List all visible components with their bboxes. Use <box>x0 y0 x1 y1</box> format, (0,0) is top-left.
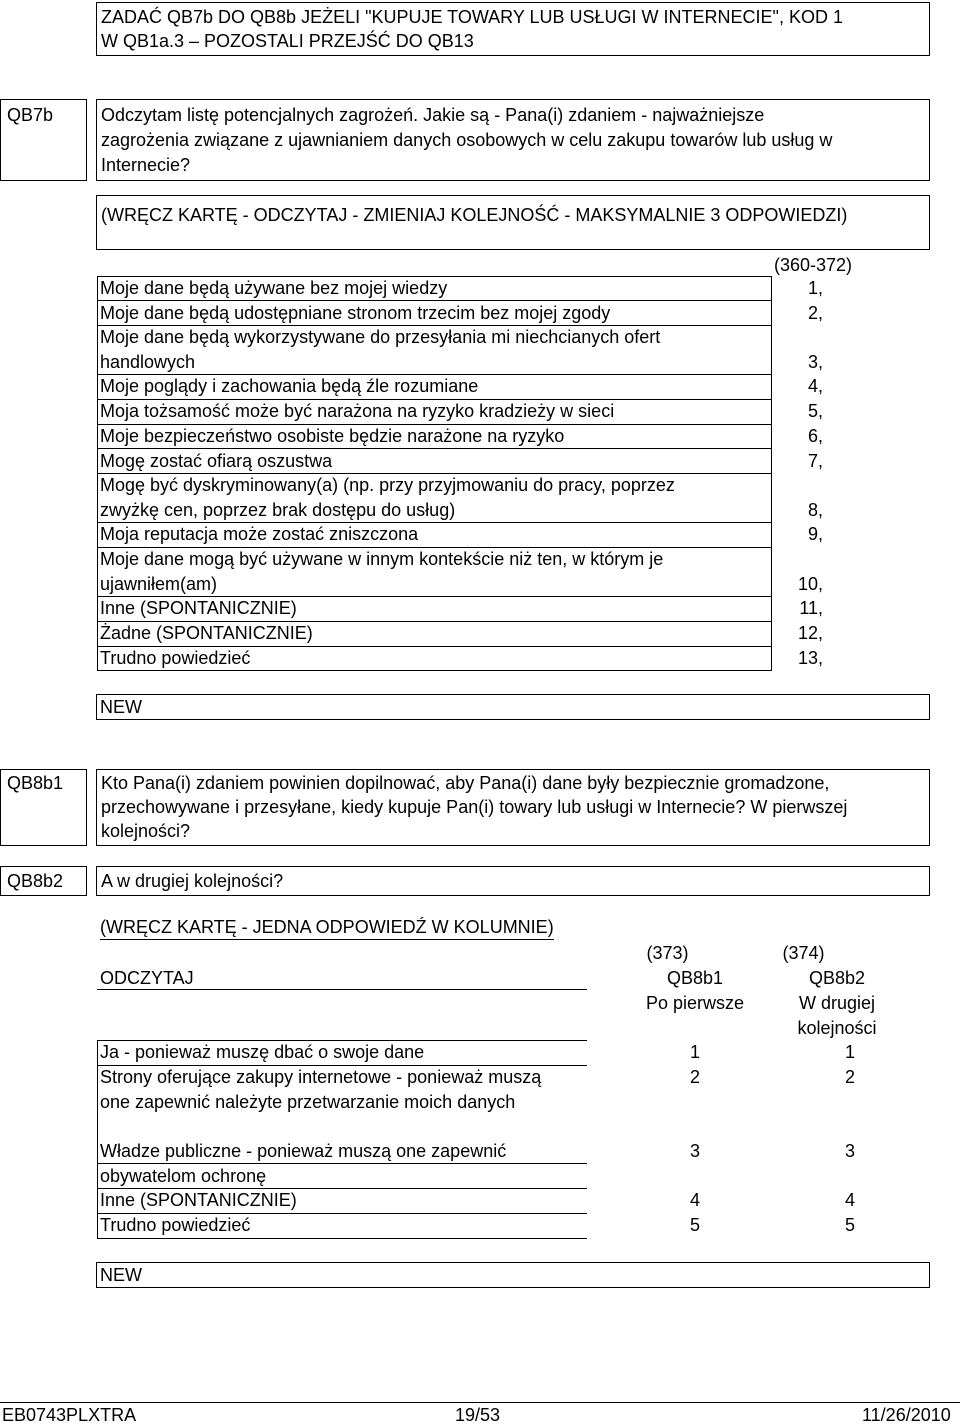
question-line: przechowywane i przesyłane, kiedy kupuje Pan(i) towary lub usługi w Internecie? W pierwszej <box>101 797 848 817</box>
answer-text: handlowych <box>100 352 196 372</box>
table-rule <box>97 1040 98 1238</box>
answer-code: 11, <box>799 598 823 618</box>
answer-code: 9, <box>807 524 823 544</box>
question-line: Odczytam listę potencjalnych zagrożeń. Jakie są - Pana(i) zdaniem - najważniejsze <box>101 105 765 125</box>
question-code-qb7b <box>0 99 87 181</box>
answer-text: Moje dane będą używane bez mojej wiedzy <box>100 278 448 298</box>
question-code-label: QB7b <box>7 105 54 125</box>
answer-code: 3, <box>807 352 823 372</box>
column-label-second: W drugiej <box>798 993 876 1013</box>
question-line: Internecie? <box>101 155 191 175</box>
read-label: ODCZYTAJ <box>100 968 194 988</box>
table-rule <box>97 989 587 990</box>
instruction-box-qb7b <box>96 195 930 250</box>
table-rule <box>97 276 772 277</box>
answer-text: Moje dane mogą być używane w innym kontekście niż ten, w którym je <box>100 549 664 569</box>
table-rule <box>97 374 772 375</box>
answer-code: 8, <box>807 500 823 520</box>
table-rule <box>97 399 772 400</box>
answer-code: 10, <box>797 574 823 594</box>
table-rule <box>97 325 772 326</box>
answer-code: 12, <box>797 623 823 643</box>
answer-code: 2, <box>807 303 823 323</box>
new-marker-box <box>96 1262 930 1288</box>
footer-page-number: 19/53 <box>455 1405 501 1425</box>
question-code-label: QB8b1 <box>7 773 64 793</box>
answer-code: 4, <box>807 376 823 396</box>
answer-text: obywatelom ochronę <box>100 1166 267 1186</box>
answer-code-first: 5 <box>689 1215 700 1235</box>
answer-text: Trudno powiedzieć <box>100 648 251 668</box>
question-line: Kto Pana(i) zdaniem powinien dopilnować, aby Pana(i) dane były bezpiecznie gromadzone, <box>101 773 830 793</box>
answer-text: one zapewnić należyte przetwarzanie moich danych <box>100 1092 516 1112</box>
question-text-qb7b <box>96 99 930 181</box>
footer-rule <box>0 1402 960 1403</box>
column-number-374: (374) <box>782 943 825 963</box>
table-rule <box>97 448 772 449</box>
column-code-360-372: (360-372) <box>774 255 853 275</box>
answer-code: 7, <box>807 451 823 471</box>
table-rule <box>97 522 772 523</box>
footer-doc-code: EB0743PLXTRA <box>2 1405 137 1425</box>
table-rule <box>771 276 772 670</box>
answer-text: Moja reputacja może zostać zniszczona <box>100 524 419 544</box>
question-code-qb8b1 <box>0 769 87 846</box>
table-rule <box>97 1238 587 1239</box>
instruction-text-qb8: (WRĘCZ KARTĘ - JEDNA ODPOWIEDŹ W KOLUMNIE) <box>100 916 554 940</box>
answer-text: Inne (SPONTANICZNIE) <box>100 1190 297 1210</box>
question-text-qb8b1 <box>96 769 930 846</box>
table-rule <box>97 547 772 548</box>
new-label: NEW <box>100 1265 142 1285</box>
column-label-second: kolejności <box>797 1018 877 1038</box>
table-rule <box>97 424 772 425</box>
table-rule <box>97 646 772 647</box>
column-code-qb8b2: QB8b2 <box>808 968 866 988</box>
answer-text: Moje poglądy i zachowania będą źle rozumiane <box>100 376 479 396</box>
answer-text: Moje dane będą wykorzystywane do przesyłania mi niechcianych ofert <box>100 327 661 347</box>
answer-text: ujawniłem(am) <box>100 574 218 594</box>
answer-text: Żadne (SPONTANICZNIE) <box>100 623 313 643</box>
table-rule <box>97 670 772 671</box>
answer-code-second: 1 <box>844 1042 855 1062</box>
answer-code-first: 1 <box>689 1042 700 1062</box>
answer-text: Moja tożsamość może być narażona na ryzyko kradzieży w sieci <box>100 401 615 421</box>
table-rule <box>97 621 772 622</box>
answer-text: Moje bezpieczeństwo osobiste będzie narażone na ryzyko <box>100 426 565 446</box>
answer-text: Trudno powiedzieć <box>100 1215 251 1235</box>
question-line: A w drugiej kolejności? <box>101 871 284 891</box>
routing-instruction-box <box>96 2 930 56</box>
answer-code: 13, <box>797 648 823 668</box>
answer-text: zwyżkę cen, poprzez brak dostępu do usług) <box>100 500 456 520</box>
column-number-373: (373) <box>646 943 689 963</box>
question-line: zagrożenia związane z ujawnianiem danych osobowych w celu zakupu towarów lub usług w <box>101 130 833 150</box>
answer-text: Mogę być dyskryminowany(a) (np. przy przyjmowaniu do pracy, poprzez <box>100 475 675 495</box>
instruction-text: (WRĘCZ KARTĘ - ODCZYTAJ - ZMIENIAJ KOLEJNOŚĆ - MAKSYMALNIE 3 ODPOWIEDZI) <box>101 205 848 225</box>
answer-code: 5, <box>807 401 823 421</box>
answer-code-first: 4 <box>689 1190 700 1210</box>
question-code-label: QB8b2 <box>7 871 64 891</box>
question-code-qb8b2 <box>0 866 87 896</box>
column-label-first: Po pierwsze <box>645 993 745 1013</box>
answer-text: Ja - ponieważ muszę dbać o swoje dane <box>100 1042 425 1062</box>
column-code-qb8b1: QB8b1 <box>666 968 724 988</box>
table-rule <box>97 596 772 597</box>
answer-code-second: 4 <box>844 1190 855 1210</box>
answer-code: 6, <box>807 426 823 446</box>
routing-line-1: ZADAĆ QB7b DO QB8b JEŻELI "KUPUJE TOWARY LUB USŁUGI W INTERNECIE", KOD 1 <box>101 7 843 27</box>
routing-line-2: W QB1a.3 – POZOSTALI PRZEJŚĆ DO QB13 <box>101 31 474 51</box>
answer-code-first: 3 <box>689 1141 700 1161</box>
answer-code-first: 2 <box>689 1067 700 1087</box>
question-line: kolejności? <box>101 821 191 841</box>
answer-code: 1, <box>807 278 823 298</box>
answer-text: Mogę zostać ofiarą oszustwa <box>100 451 333 471</box>
answer-text: Władze publiczne - ponieważ muszą one zapewnić <box>100 1141 507 1161</box>
answer-code-second: 2 <box>844 1067 855 1087</box>
answer-text: Inne (SPONTANICZNIE) <box>100 598 297 618</box>
answer-text: Strony oferujące zakupy internetowe - ponieważ muszą <box>100 1067 542 1087</box>
new-marker-box <box>96 694 930 720</box>
answer-text: Moje dane będą udostępniane stronom trzecim bez mojej zgody <box>100 303 611 323</box>
footer-date: 11/26/2010 <box>862 1405 951 1425</box>
table-rule <box>97 473 772 474</box>
new-label: NEW <box>100 697 142 717</box>
table-rule <box>97 276 98 670</box>
table-rule <box>97 300 772 301</box>
answer-code-second: 3 <box>844 1141 855 1161</box>
question-text-qb8b2 <box>96 866 930 896</box>
answer-code-second: 5 <box>844 1215 855 1235</box>
